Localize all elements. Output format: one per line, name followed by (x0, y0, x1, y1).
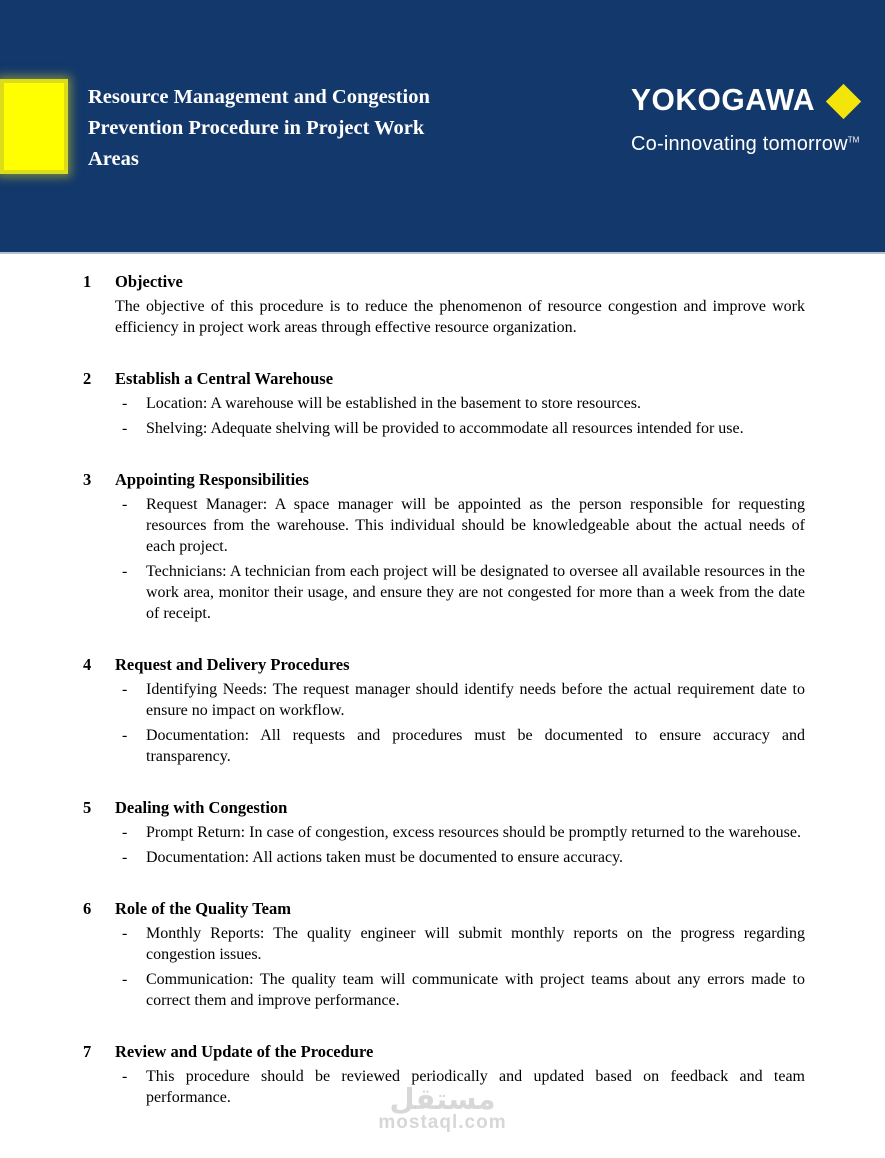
bullet-dash: - (122, 496, 128, 513)
bullet-dash: - (122, 727, 128, 744)
bullet-text: Documentation: All actions taken must be documented to ensure accuracy. (146, 849, 624, 866)
bullet-item (122, 418, 805, 439)
section-quality-team (83, 898, 805, 1011)
section-heading-text: Appointing Responsibilities (115, 470, 309, 489)
document-body (83, 271, 805, 1108)
header-band (0, 0, 885, 254)
bullet-dash: - (122, 563, 128, 580)
diamond-icon (826, 83, 861, 118)
section-heading-text: Establish a Central Warehouse (115, 369, 334, 388)
bullet-text: Location: A warehouse will be established in the basement to store resources. (146, 395, 641, 412)
section-heading (83, 271, 805, 292)
section-number: 6 (83, 899, 92, 918)
section-heading (83, 1041, 805, 1062)
document-title-line: Resource Management and Congestion (88, 86, 430, 108)
brand-tagline: Co-innovating tomorrow™ (631, 133, 860, 155)
bullet-dash: - (122, 420, 128, 437)
mostaql-site-url: mostaql.com (378, 1112, 507, 1133)
document-title-line: Prevention Procedure in Project Work (88, 117, 425, 139)
section-heading-text: Review and Update of the Procedure (115, 1042, 374, 1061)
bullet-text: Identifying Needs: The request manager should identify needs before the actual requirement date to ensure no impact on workflow. (146, 681, 805, 719)
bullet-text: Documentation: All requests and procedures must be documented to ensure accuracy and transparency. (146, 727, 805, 765)
bullet-text: Monthly Reports: The quality engineer will submit monthly reports on the progress regarding congestion issues. (146, 925, 805, 963)
section-heading-text: Objective (115, 272, 183, 291)
section-dealing-congestion (83, 797, 805, 868)
bullet-text: This procedure should be reviewed periodically and updated based on feedback and team performance. (146, 1068, 805, 1106)
bullet-text: Request Manager: A space manager will be appointed as the person responsible for requesting resources from the warehouse. This individual should be knowledgeable about the actual needs of each project. (146, 496, 805, 555)
section-number: 2 (83, 369, 92, 388)
section-appointing-responsibilities (83, 469, 805, 624)
bullet-item (122, 494, 805, 557)
yellow-square-accent (0, 79, 68, 174)
mostaql-arabic-logo: مستقل (389, 1082, 496, 1116)
section-number: 1 (83, 272, 92, 291)
section-heading-text: Role of the Quality Team (115, 899, 291, 918)
bullet-item (122, 725, 805, 767)
bullet-item (122, 822, 805, 843)
yokogawa-wordmark: YOKOGAWA (631, 83, 816, 118)
brand-logo-area (631, 84, 881, 156)
section-request-delivery (83, 654, 805, 767)
yokogawa-logo (631, 84, 881, 118)
bullet-dash: - (122, 395, 128, 412)
bullet-item (122, 1066, 805, 1108)
document-title (88, 82, 518, 175)
section-number: 3 (83, 470, 92, 489)
section-heading (83, 797, 805, 818)
section-number: 4 (83, 655, 92, 674)
section-heading (83, 469, 805, 490)
section-number: 7 (83, 1042, 92, 1061)
section-objective (83, 271, 805, 338)
section-central-warehouse (83, 368, 805, 439)
bullet-item (122, 679, 805, 721)
section-heading (83, 368, 805, 389)
section-heading-text: Dealing with Congestion (115, 798, 288, 817)
bullet-dash: - (122, 1068, 128, 1085)
bullet-text: Communication: The quality team will communicate with project teams about any errors made to correct them and improve performance. (146, 971, 805, 1009)
bullet-dash: - (122, 971, 128, 988)
bullet-text: Shelving: Adequate shelving will be provided to accommodate all resources intended for use. (146, 420, 744, 437)
section-heading-text: Request and Delivery Procedures (115, 655, 350, 674)
bullet-text: Technicians: A technician from each project will be designated to oversee all available resources in the work area, monitor their usage, and ensure they are not congested for more than a week from the date of receipt. (146, 563, 805, 622)
bullet-dash: - (122, 824, 128, 841)
section-paragraph: The objective of this procedure is to reduce the phenomenon of resource congestion and improve work efficiency in project work areas through effective resource organization. (115, 298, 805, 336)
trademark-symbol: TM (847, 135, 860, 145)
bullet-item (122, 847, 805, 868)
bullet-dash: - (122, 849, 128, 866)
bullet-dash: - (122, 925, 128, 942)
bullet-item (122, 969, 805, 1011)
bullet-dash: - (122, 681, 128, 698)
bullet-item (122, 923, 805, 965)
section-heading (83, 898, 805, 919)
bullet-item (122, 561, 805, 624)
document-title-line: Areas (88, 148, 139, 170)
bullet-text: Prompt Return: In case of congestion, excess resources should be promptly returned to the warehouse. (146, 824, 801, 841)
section-review-update (83, 1041, 805, 1108)
bullet-item (122, 393, 805, 414)
section-number: 5 (83, 798, 92, 817)
section-heading (83, 654, 805, 675)
